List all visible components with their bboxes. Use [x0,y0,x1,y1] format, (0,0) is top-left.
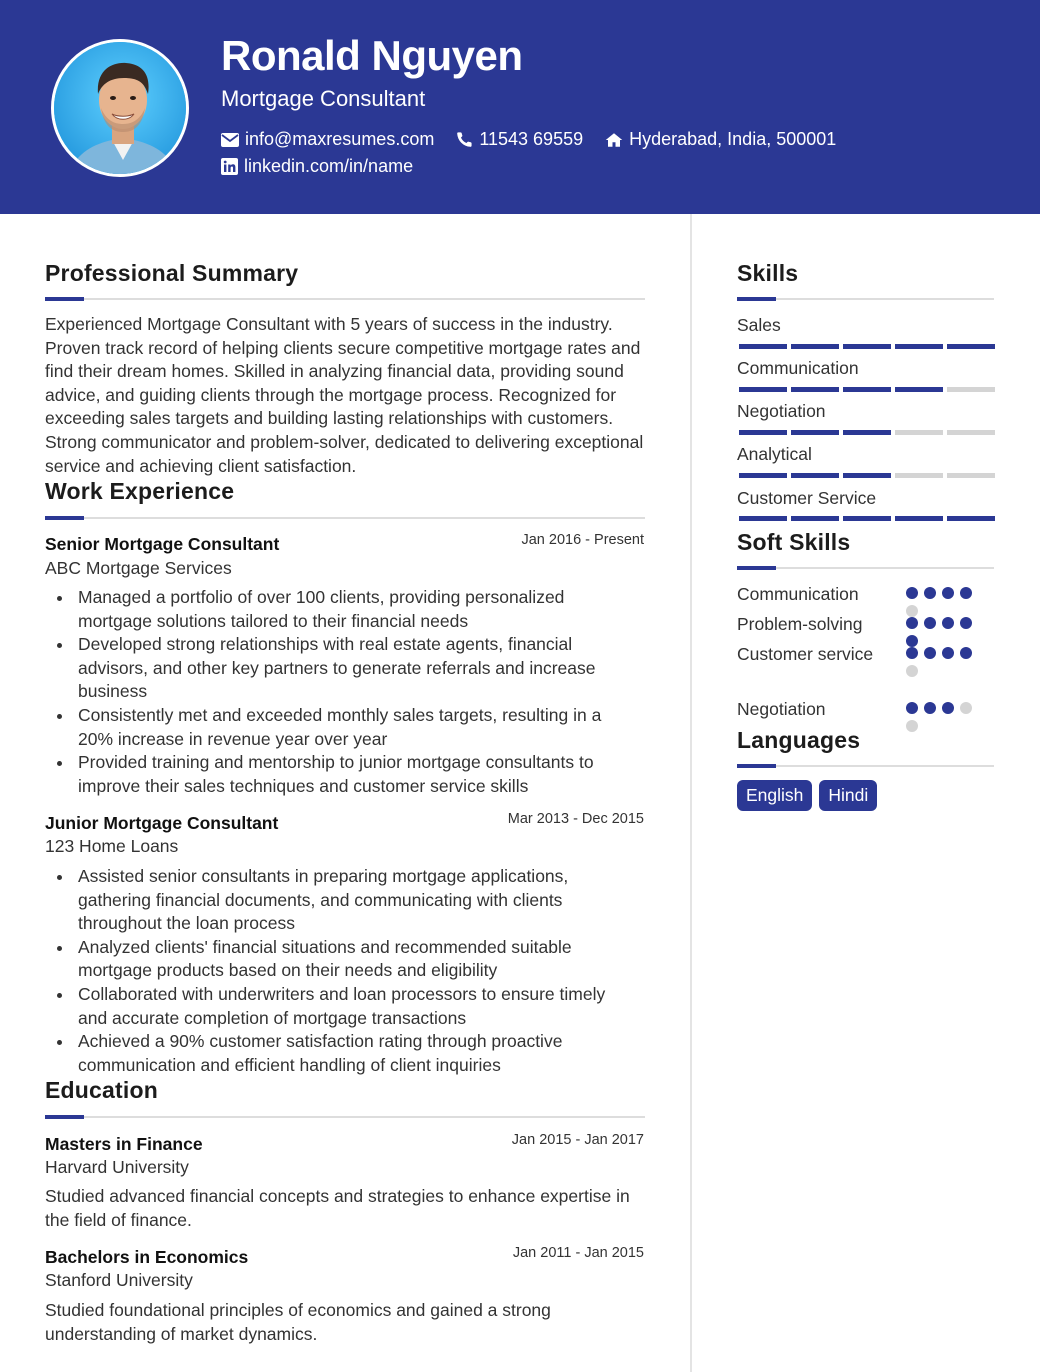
degree-title: Bachelors in Economics [45,1247,249,1267]
job-title: Senior Mortgage Consultant [45,534,280,554]
phone-contact[interactable] [456,129,583,150]
summary-heading: Professional Summary [45,260,299,286]
skill-name: Analytical [737,444,812,464]
rating-dot [942,702,954,714]
skill-meter [739,430,995,435]
skill-meter [739,387,995,392]
rating-dot [924,647,936,659]
rating-dot [906,647,918,659]
degree-dates: Jan 2011 - Jan 2015 [512,1245,644,1261]
rating-dot [906,605,918,617]
languages-heading: Languages [737,727,861,753]
skill-meter [739,344,995,349]
skill-meter [739,473,995,478]
skill-bar-segment [739,516,787,521]
rating-dot [906,665,918,677]
candidate-title: Mortgage Consultant [221,86,426,111]
rating-dot [924,587,936,599]
contact-row-2 [221,156,435,177]
skill-name: Negotiation [737,401,826,421]
languages-rule [737,765,994,767]
rating-dot [906,617,918,629]
linkedin-text: linkedin.com/in/name [244,156,414,176]
list-item: Achieved a 90% customer satisfaction rating through proactive communication and efficient handling of client inquiries [45,1030,635,1077]
linkedin-icon [221,158,238,175]
soft-skill-name: Negotiation [737,699,826,719]
rating-dot [924,702,936,714]
degree-description: Studied foundational principles of economics and gained a strong understanding of market dynamics. [45,1300,551,1344]
skill-bar-segment [843,473,891,478]
email-contact[interactable] [221,129,434,150]
skill-bar-segment [895,344,943,349]
envelope-icon [221,133,239,147]
skill-bar-segment [843,344,891,349]
soft-skill-rating [906,702,981,732]
skill-name: Customer Service [737,488,877,508]
phone-text: 11543 69559 [479,129,584,149]
skill-name: Communication [737,358,859,378]
education-rule [45,1116,645,1118]
location-contact [605,129,836,150]
avatar [51,39,189,177]
soft-skill-name: Problem-solving [737,614,863,634]
experience-heading: Work Experience [45,478,235,504]
rating-dot [960,647,972,659]
list-item: Consistently met and exceeded monthly sales targets, resulting in a 20% increase in revenue year over year [45,704,635,751]
summary-rule [45,298,645,300]
education-heading: Education [45,1077,158,1103]
skill-bar-segment [947,430,995,435]
linkedin-contact[interactable] [221,156,413,177]
soft-skill-name: Communication [737,584,859,604]
rating-dot [942,587,954,599]
candidate-name: Ronald Nguyen [221,32,523,79]
degree-dates: Jan 2015 - Jan 2017 [511,1132,644,1148]
job-title: Junior Mortgage Consultant [45,813,279,833]
rating-dot [906,635,918,647]
skill-bar-segment [843,516,891,521]
skill-bar-segment [947,516,995,521]
languages-list [737,780,877,811]
list-item: Developed strong relationships with real estate agents, financial advisors, and other key partners to generate referrals and increase business [45,633,635,704]
rating-dot [906,702,918,714]
job-bullets [45,865,635,1077]
skill-bar-segment [947,344,995,349]
summary-text: Experienced Mortgage Consultant with 5 years of success in the industry. Proven track record of helping clients secure competitive mortgage rates and find their dream homes. Skilled in analyzing financial data, providing sound advice, and guiding clients through the mortgage process. Recognized for exceeding sales targets and building lasting relationships with customers. Strong communicator and problem-solver, dedicated to delivering exceptional service and achieving client satisfaction. [45,314,644,476]
rating-dot [924,617,936,629]
skill-bar-segment [739,430,787,435]
degree-title: Masters in Finance [45,1134,203,1154]
job-dates: Jan 2016 - Present [521,532,644,548]
rating-dot [942,617,954,629]
location-text: Hyderabad, India, 500001 [629,129,837,149]
job-company: ABC Mortgage Services [45,558,232,578]
skill-bar-segment [791,473,839,478]
phone-icon [456,131,473,148]
resume-header [0,0,1040,214]
skill-bar-segment [895,430,943,435]
soft-skill-rating [906,647,981,677]
language-badge: Hindi [819,780,877,811]
soft-skills-rule [737,567,994,569]
soft-skills-heading: Soft Skills [737,529,851,555]
rating-dot [960,702,972,714]
skill-bar-segment [895,387,943,392]
skill-bar-segment [895,516,943,521]
skill-bar-segment [791,387,839,392]
soft-skill-name: Customer service [737,644,874,664]
skill-bar-segment [843,430,891,435]
rating-dot [960,617,972,629]
skill-bar-segment [895,473,943,478]
list-item: Managed a portfolio of over 100 clients, providing personalized mortgage solutions tailored to their financial needs [45,586,635,633]
rating-dot [906,587,918,599]
skill-bar-segment [947,473,995,478]
skill-bar-segment [843,387,891,392]
experience-rule [45,517,645,519]
school-name: Harvard University [45,1157,189,1177]
job-dates: Mar 2013 - Dec 2015 [507,811,644,827]
email-text: info@maxresumes.com [245,129,435,149]
list-item: Analyzed clients' financial situations and recommended suitable mortgage products based on their needs and eligibility [45,936,635,983]
column-divider [690,214,692,1372]
rating-dot [960,587,972,599]
list-item: Assisted senior consultants in preparing mortgage applications, gathering financial documents, and communicating with clients throughout the loan process [45,865,635,936]
skill-bar-segment [739,387,787,392]
soft-skill-rating [906,587,981,617]
skill-name: Sales [737,315,781,335]
language-badge: English [737,780,812,811]
degree-description: Studied advanced financial concepts and strategies to enhance expertise in the field of finance. [45,1186,630,1230]
skill-bar-segment [739,344,787,349]
job-bullets [45,586,635,798]
school-name: Stanford University [45,1270,193,1290]
list-item: Provided training and mentorship to junior mortgage consultants to improve their sales techniques and customer service skills [45,751,635,798]
skills-heading: Skills [737,260,799,286]
soft-skill-rating [906,617,981,647]
rating-dot [906,720,918,732]
skill-bar-segment [791,344,839,349]
profile-photo [54,42,189,177]
home-icon [605,132,623,148]
job-company: 123 Home Loans [45,836,179,856]
skill-bar-segment [739,473,787,478]
list-item: Collaborated with underwriters and loan processors to ensure timely and accurate completion of mortgage transactions [45,983,635,1030]
contact-row [221,129,858,150]
rating-dot [942,647,954,659]
skill-bar-segment [947,387,995,392]
skill-meter [739,516,995,521]
skill-bar-segment [791,430,839,435]
skills-rule [737,298,994,300]
skill-bar-segment [791,516,839,521]
